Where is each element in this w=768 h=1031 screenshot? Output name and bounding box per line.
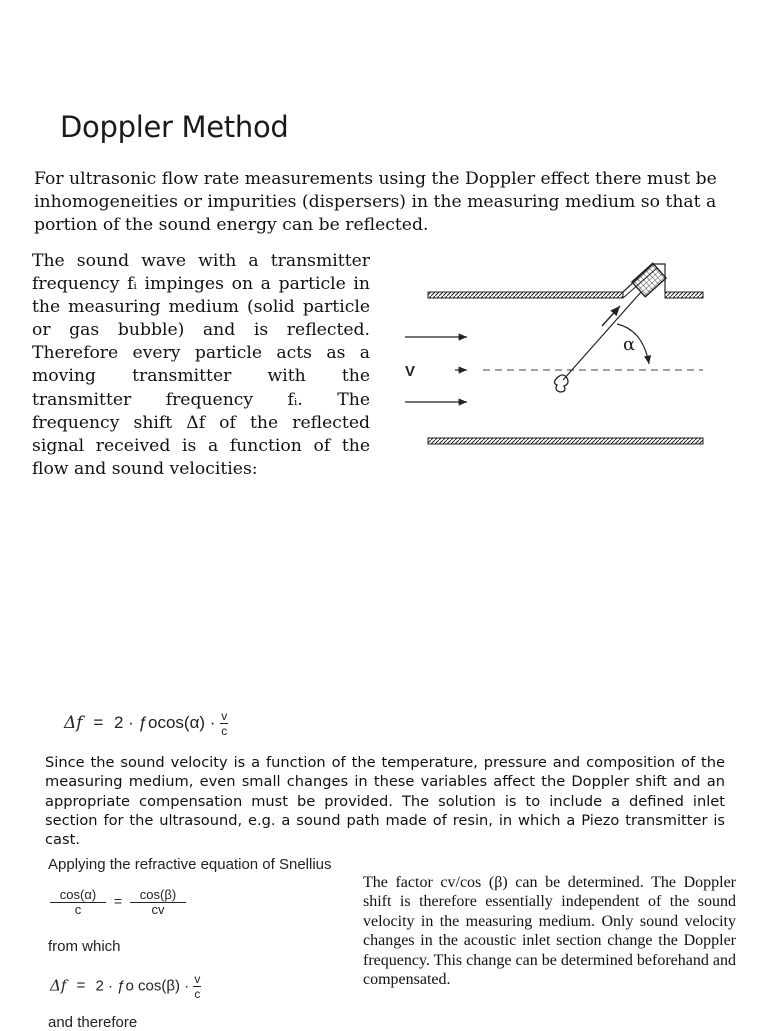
pipe-bottom-wall xyxy=(428,438,703,444)
equation2-factor: 2 · ƒo cos(β) · xyxy=(95,977,190,995)
particle xyxy=(555,375,569,392)
snellius-equals: = xyxy=(113,893,123,910)
angle-label: α xyxy=(623,334,636,355)
equation2-fraction xyxy=(193,972,201,1001)
snellius-right-numerator: cos(β) xyxy=(130,888,186,903)
snellius-left-fraction xyxy=(50,888,106,917)
snellius-left-numerator: cos(α) xyxy=(50,888,106,903)
intro-paragraph: For ultrasonic flow rate measurements using the Doppler effect there must be inhomogeneities or impurities (dispersers) in the measuring medium so that a portion of the sound energy can be reflected. xyxy=(34,169,717,235)
equation-equals: = xyxy=(93,712,104,732)
page-title: Doppler Method xyxy=(60,110,289,144)
body-paragraph: The sound wave with a transmitter frequency fᵢ impinges on a particle in the measuring medium (solid particle or gas bubble) and is reflected. Therefore every particle acts as a moving transmitter with the transmitter frequency fᵢ. The frequency shift Δf of the reflected signal received is a function of the flow and sound velocities: xyxy=(32,251,370,479)
snellius-heading: Applying the refractive equation of Snellius xyxy=(48,856,332,873)
snellius-left-denominator: c xyxy=(74,902,82,917)
equation2-equals: = xyxy=(76,977,86,995)
doppler-equation xyxy=(64,709,228,738)
equation-fraction xyxy=(220,709,228,738)
and-therefore-label: and therefore xyxy=(48,1014,138,1031)
fraction-denominator: c xyxy=(221,724,228,738)
compensation-paragraph: Since the sound velocity is a function of the temperature, pressure and composition of the measuring medium, even small changes in these variables affect the Doppler shift and an appropriate compensation must be provided. The solution is to include a defined inlet section for the ultrasound, e.g. a sound path made of resin, in which a Piezo transmitter is cast. xyxy=(45,754,725,849)
velocity-label: V xyxy=(405,363,416,380)
equation-factor: 2 · ƒocos(α) · xyxy=(113,712,216,732)
snellius-right-fraction xyxy=(130,888,186,917)
factor-paragraph: The factor cv/cos (β) can be determined. The Doppler shift is therefore essentially independent of the sound velocity in the measuring medium. Only sound velocity changes in the acoustic inlet section change the Doppler frequency. This change can be determined beforehand and compensated. xyxy=(363,874,736,989)
equation2-denominator: c xyxy=(194,987,201,1001)
equation2-numerator: v xyxy=(194,972,201,986)
transducer xyxy=(632,263,666,297)
derived-equation xyxy=(50,972,201,1001)
doppler-diagram xyxy=(395,252,715,452)
equation-lhs: Δf xyxy=(64,712,83,733)
snellius-equation xyxy=(50,888,186,917)
equation2-lhs: Δf xyxy=(50,976,67,995)
from-which-label: from which xyxy=(48,938,121,955)
reflected-beam xyxy=(602,306,620,326)
fraction-numerator: v xyxy=(221,709,228,723)
snellius-right-denominator: cv xyxy=(151,902,165,917)
